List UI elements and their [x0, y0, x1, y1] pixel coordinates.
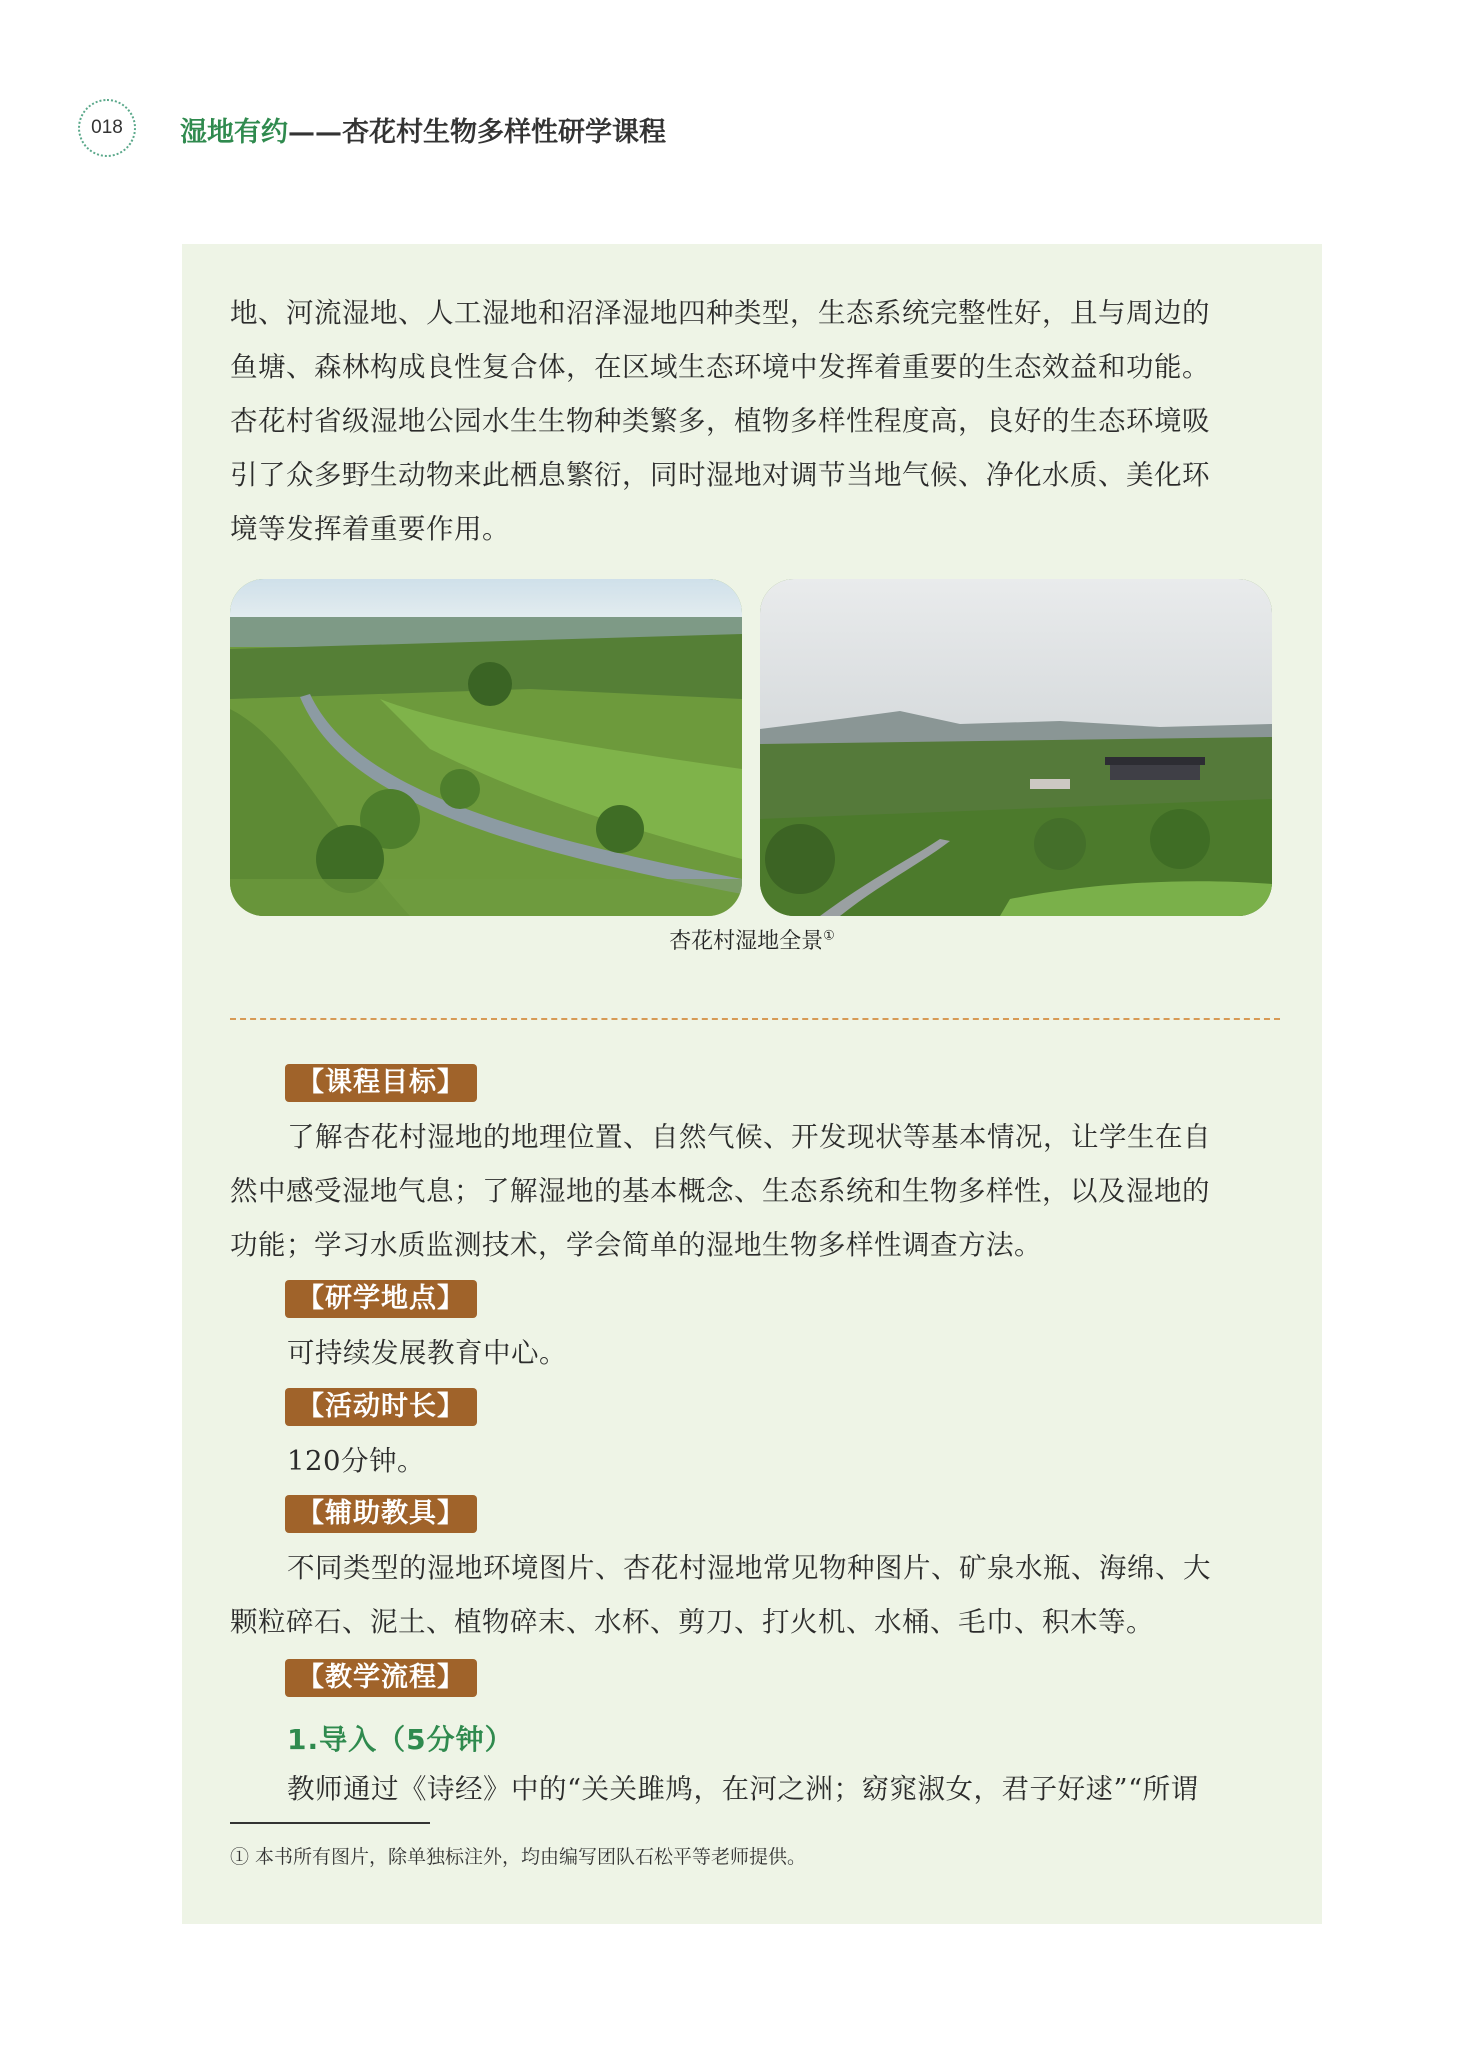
footnote: ① 本书所有图片，除单独标注外，均由编写团队石松平等老师提供。 — [230, 1846, 807, 1868]
page-number: 018 — [78, 99, 136, 157]
footnote-rule — [230, 1822, 430, 1824]
section-tag-process: 【教学流程】 — [285, 1659, 477, 1697]
intro-line: 杏花村省级湿地公园水生生物种类繁多，植物多样性程度高，良好的生态环境吸 — [230, 405, 1210, 437]
village-photo-right — [760, 579, 1272, 916]
process-subheading: 1.导入（5分钟） — [287, 1723, 514, 1756]
intro-line: 鱼塘、森林构成良性复合体，在区域生态环境中发挥着重要的生态效益和功能。 — [230, 351, 1210, 383]
running-header — [180, 110, 666, 149]
duration-text: 120分钟。 — [287, 1445, 425, 1477]
goals-line: 功能；学习水质监测技术，学会简单的湿地生物多样性调查方法。 — [230, 1229, 1042, 1261]
header-title-sub: ——杏花村生物多样性研学课程 — [288, 117, 666, 148]
wetland-photo-left — [230, 579, 742, 916]
process-text: 教师通过《诗经》中的“关关雎鸠，在河之洲；窈窕淑女，君子好逑”“所谓 — [287, 1773, 1199, 1805]
content-panel — [182, 244, 1322, 1924]
footnote-mark: ① — [823, 927, 835, 943]
intro-line: 引了众多野生动物来此栖息繁衍，同时湿地对调节当地气候、净化水质、美化环 — [230, 459, 1210, 491]
goals-line: 了解杏花村湿地的地理位置、自然气候、开发现状等基本情况，让学生在自 — [287, 1121, 1211, 1153]
section-tag-goals: 【课程目标】 — [285, 1064, 477, 1102]
tools-line: 不同类型的湿地环境图片、杏花村湿地常见物种图片、矿泉水瓶、海绵、大 — [287, 1552, 1211, 1584]
intro-line: 地、河流湿地、人工湿地和沼泽湿地四种类型，生态系统完整性好，且与周边的 — [230, 297, 1210, 329]
section-tag-location: 【研学地点】 — [285, 1280, 477, 1318]
header-title-main: 湿地有约 — [180, 117, 288, 148]
dashed-divider — [230, 1018, 1280, 1020]
tools-line: 颗粒碎石、泥土、植物碎末、水杯、剪刀、打火机、水桶、毛巾、积木等。 — [230, 1606, 1154, 1638]
figure-caption — [182, 924, 1322, 955]
section-tag-duration: 【活动时长】 — [285, 1388, 477, 1426]
section-tag-tools: 【辅助教具】 — [285, 1495, 477, 1533]
intro-line: 境等发挥着重要作用。 — [230, 513, 510, 545]
goals-line: 然中感受湿地气息；了解湿地的基本概念、生态系统和生物多样性，以及湿地的 — [230, 1175, 1210, 1207]
location-text: 可持续发展教育中心。 — [287, 1337, 567, 1369]
figure-caption-text: 杏花村湿地全景 — [669, 928, 824, 953]
